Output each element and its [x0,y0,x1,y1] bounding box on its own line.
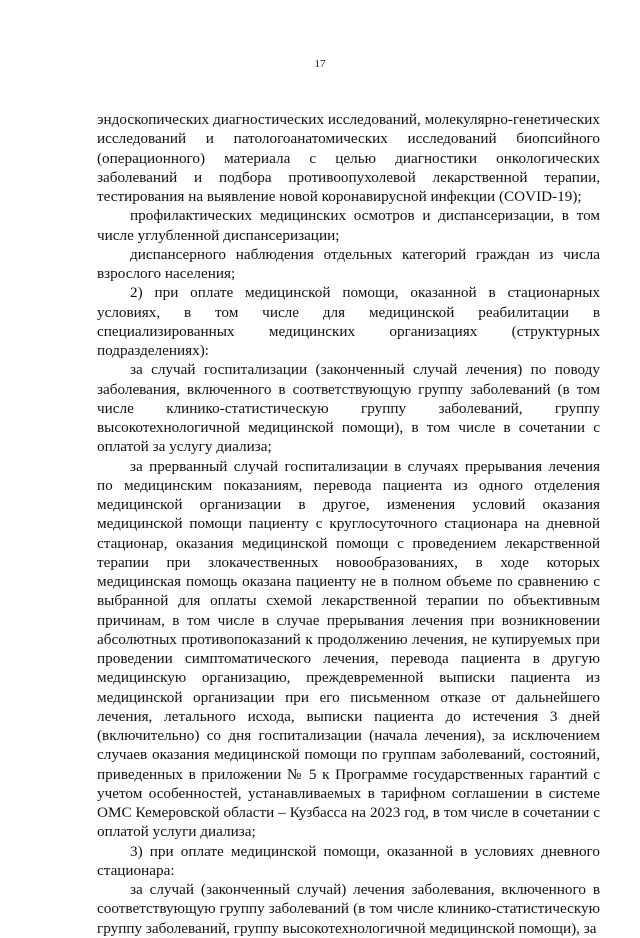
paragraph-item-2-inpatient: 2) при оплате медицинской помощи, оказанной в стационарных условиях, в том числе для медицинской реабилитации в специализированных медицинских организациях (структурных подразделениях): [97,284,600,359]
paragraph-continuation: эндоскопических диагностических исследований, молекулярно-генетических исследований и патологоанатомических исследований биопсийного (операционного) материала с целью диагностики онкологических заболеваний и подбора противоопухолевой лекарственной терапии, тестирования на выявление новой коронавирусной инфекции (COVID-19); [97,111,600,205]
page-number: 17 [314,58,326,70]
paragraph-dispensary-observation: диспансерного наблюдения отдельных категорий граждан из числа взрослого населения; [97,245,600,282]
paragraph-hospitalization-case: за случай госпитализации (законченный случай лечения) по поводу заболевания, включенного в соответствующую группу заболеваний (в том числе клинико-статистическую группу заболеваний, группу высокотехнологичной медицинской помощи), в том числе в сочетании с оплатой за услугу диализа; [97,361,600,456]
paragraph-item-3-day-hospital: 3) при оплате медицинской помощи, оказанной в условиях дневного стационара: [97,842,600,879]
paragraph-interrupted-case: за прерванный случай госпитализации в случаях прерывания лечения по медицинским показаниям, перевода пациента из одного отделения медицинской организации в другое, изменения условий оказания медицинской помощи пациенту с круглосуточного стационара на дневной стационар, оказания медицинской помощи с проведением лекарственной терапии при злокачественных новообразованиях, в ходе которых медицинская помощь оказана пациенту не в полном объеме по сравнению с выбранной для оплаты схемой лекарственной терапии по объективным причинам, в том числе в случае прерывания лечения при возникновении абсолютных противопоказаний к продолжению лечения, не купируемых при проведении симптоматического лечения, перевода пациента в другую медицинскую организацию, преждевременной выписки пациента из медицинской организации при его письменном отказе от дальнейшего лечения, летального исхода, выписки пациента до истечения 3 дней (включительно) со дня госпитализации (начала лечения), за исключением случаев оказания медицинской помощи по группам заболеваний, состояний, приведенных в приложении № 5 к Программе государственных гарантий с учетом особенностей, устанавливаемых в тарифном соглашении в системе ОМС Кемеровской области – Кузбасса на 2023 год, в том числе в сочетании с оплатой услуги диализа; [97,457,600,841]
paragraph-completed-case: за случай (законченный случай) лечения заболевания, включенного в соответствующую группу заболеваний (в том числе клинико-статистическую группу заболеваний, группу высокотехнологичной медицинской помощи), за [97,881,600,937]
document-body [97,110,600,938]
paragraph-preventive-exams: профилактических медицинских осмотров и диспансеризации, в том числе углубленной диспансеризации; [97,207,600,244]
